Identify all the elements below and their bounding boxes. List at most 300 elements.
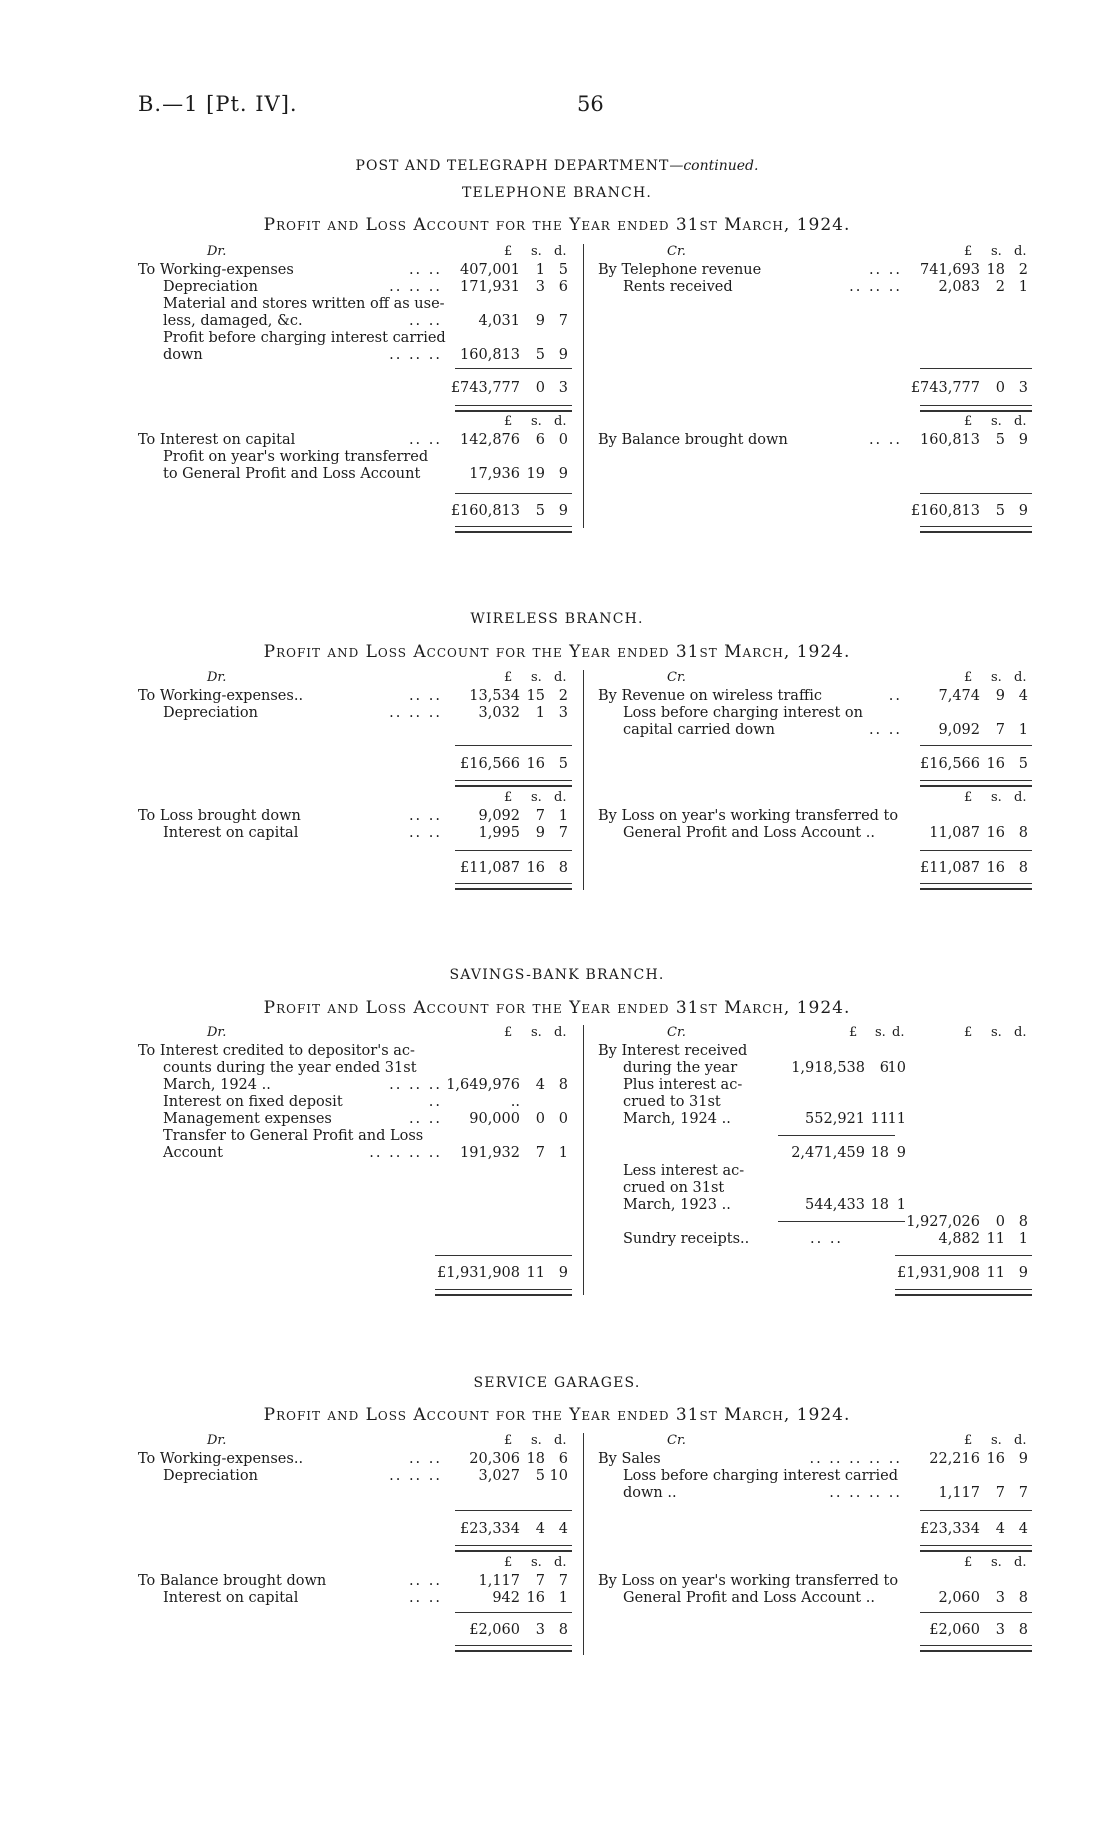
savings-interest-received-pence: 10 <box>887 1060 906 1076</box>
wireless-cr-row-label: By Revenue on wireless traffic <box>598 688 823 704</box>
telephone-dr-row-label: Material and stores written off as use- <box>163 296 445 312</box>
garages-cr-row-pence: 9 <box>1018 1451 1028 1467</box>
telephone-dr-row-shillings: 5 <box>535 347 545 363</box>
wireless-dbl2-left <box>455 883 572 890</box>
garages-total1-right-shillings: 4 <box>995 1521 1005 1537</box>
wireless-cr-head: Cr. <box>667 670 686 685</box>
garages-cr2-row-shillings: 3 <box>995 1590 1005 1606</box>
savings-net-rule <box>778 1221 905 1222</box>
telephone-branch-title: TELEPHONE BRANCH. <box>461 185 653 201</box>
telephone-right2-s-head: s. <box>991 414 1002 429</box>
telephone-cr-row-pence: 2 <box>1018 262 1028 278</box>
telephone-left-s-head: s. <box>531 244 542 259</box>
wireless-cr2-row-pounds: 11,087 <box>929 825 980 841</box>
wireless-cr2-row-label: General Profit and Loss Account .. <box>623 825 875 841</box>
garages-dr-row-pounds: 20,306 <box>469 1451 520 1467</box>
wireless-cr2-row-shillings: 16 <box>986 825 1005 841</box>
garages-dr2-row-pence: 7 <box>558 1573 568 1589</box>
wireless-rule1-right <box>920 745 1032 746</box>
garages-cr-row-leader-dots: .. .. .. .. <box>829 1485 902 1501</box>
wireless-left-s-head: s. <box>531 670 542 685</box>
garages-cr-row-pounds: 22,216 <box>929 1451 980 1467</box>
telephone-cr-row-leader-dots: .. .. .. <box>849 279 902 295</box>
wireless-branch-title: WIRELESS BRANCH. <box>470 611 644 627</box>
telephone-total1-left-pounds: £743,777 <box>450 380 520 396</box>
savings-dr-row-pounds: 90,000 <box>469 1111 520 1127</box>
garages-cr2-row-pounds: 2,060 <box>938 1590 980 1606</box>
garages-dbl2-right <box>920 1645 1032 1652</box>
garages-dr2-row-shillings: 7 <box>535 1573 545 1589</box>
wireless-cr2-row-label: By Loss on year's working transferred to <box>598 808 899 824</box>
telephone-total1-right-shillings: 0 <box>995 380 1005 396</box>
wireless-dr2-row-pence: 1 <box>558 808 568 824</box>
wireless-dbl1-left <box>455 780 572 787</box>
telephone-cr2-row-leader-dots: .. .. <box>868 432 902 448</box>
garages-cr-row-pounds: 1,117 <box>938 1485 980 1501</box>
garages-dr2-row-pence: 1 <box>558 1590 568 1606</box>
telephone-cr-head: Cr. <box>667 244 686 259</box>
savings-sundry-receipts-pounds: 4,882 <box>938 1231 980 1247</box>
wireless-dr2-row-label: Interest on capital <box>163 825 299 841</box>
wireless-total2-right-pence: 8 <box>1018 860 1028 876</box>
telephone-rule2-right <box>920 493 1032 494</box>
garages-cr-row-label: down .. <box>623 1485 677 1501</box>
telephone-right-d-head: d. <box>1014 244 1027 259</box>
savings-dbl-right <box>895 1289 1032 1296</box>
telephone-cr-row-label: Rents received <box>623 279 733 295</box>
garages-dr-row-label: To Working-expenses.. <box>138 1451 304 1467</box>
wireless-dr-row-leader-dots: .. .. .. <box>389 705 442 721</box>
savings-total-left-pounds: £1,931,908 <box>436 1265 520 1281</box>
telephone-cr-row-leader-dots: .. .. <box>868 262 902 278</box>
wireless-dr-row-shillings: 1 <box>535 705 545 721</box>
savings-net-interest-pounds: 1,927,026 <box>906 1214 980 1230</box>
garages-dr2-row-label: To Balance brought down <box>138 1573 327 1589</box>
telephone-dr-head: Dr. <box>207 244 227 259</box>
wireless-cr-row-label: Loss before charging interest on <box>623 705 863 721</box>
savings-plus-accrued-pounds: 552,921 <box>805 1111 865 1127</box>
telephone-cr-row-label: By Telephone revenue <box>598 262 762 278</box>
savings-dr-row-shillings: 0 <box>535 1111 545 1127</box>
garages-right-s-head: s. <box>991 1433 1002 1448</box>
garages-dr-row-pence: 6 <box>558 1451 568 1467</box>
savings-plus-accrued-pence: 11 <box>887 1111 906 1127</box>
savings-total-right-shillings: 11 <box>986 1265 1005 1281</box>
garages-dbl1-right <box>920 1545 1032 1552</box>
garages-total2-left-pounds: £2,060 <box>469 1622 520 1638</box>
garages-left-s-head: s. <box>531 1433 542 1448</box>
wireless-total2-left-pounds: £11,087 <box>460 860 520 876</box>
garages-cr-row-pence: 7 <box>1018 1485 1028 1501</box>
savings-dr-row-label: To Interest credited to depositor's ac- <box>138 1043 415 1059</box>
wireless-left2-s-head: s. <box>531 790 542 805</box>
savings-dr-row-label: Transfer to General Profit and Loss <box>163 1128 424 1144</box>
telephone-dr-row-label: Profit before charging interest carried <box>163 330 446 346</box>
wireless-dr2-row-pence: 7 <box>558 825 568 841</box>
telephone-dr2-row-label: to General Profit and Loss Account <box>163 466 421 482</box>
telephone-dr2-row-pounds: 17,936 <box>469 466 520 482</box>
telephone-account-title: Profit and Loss Account for the Year ended 31st March, 1924. <box>263 215 851 235</box>
telephone-total2-right-shillings: 5 <box>995 503 1005 519</box>
savings-cr-plus-1: Plus interest ac- <box>623 1077 743 1093</box>
savings-subtotal-pence: 9 <box>896 1145 906 1161</box>
garages-divider <box>583 1433 584 1655</box>
savings-interest-received-shillings: 6 <box>879 1060 889 1076</box>
garages-right-pound-sign: £ <box>964 1433 973 1448</box>
savings-dr-row-label: counts during the year ended 31st <box>163 1060 417 1076</box>
garages-dr2-row-leader-dots: .. .. <box>408 1573 442 1589</box>
telephone-dbl1-left <box>455 405 572 412</box>
savings-left-s-head: s. <box>531 1025 542 1040</box>
telephone-dbl2-right <box>920 526 1032 533</box>
wireless-dr-row-pounds: 13,534 <box>469 688 520 704</box>
wireless-total1-right-pence: 5 <box>1018 756 1028 772</box>
telephone-dr-row-shillings: 3 <box>535 279 545 295</box>
garages-account-title: Profit and Loss Account for the Year ended 31st March, 1924. <box>263 1405 851 1425</box>
savings-less-accrued-pounds: 544,433 <box>805 1197 865 1213</box>
garages-dr-row-shillings: 5 <box>535 1468 545 1484</box>
wireless-dr2-row-shillings: 7 <box>535 808 545 824</box>
telephone-right2-d-head: d. <box>1014 414 1027 429</box>
page-number: 56 <box>577 92 604 116</box>
telephone-total1-right-pence: 3 <box>1018 380 1028 396</box>
wireless-dr2-row-label: To Loss brought down <box>138 808 301 824</box>
telephone-total2-left-shillings: 5 <box>535 503 545 519</box>
wireless-total1-right-shillings: 16 <box>986 756 1005 772</box>
savings-right-inner-pound-sign: £ <box>849 1025 858 1040</box>
garages-rule2-right <box>920 1612 1032 1613</box>
telephone-cr-row-pounds: 2,083 <box>938 279 980 295</box>
savings-total-left-shillings: 11 <box>526 1265 545 1281</box>
telephone-dr-row-leader-dots: .. .. <box>408 313 442 329</box>
garages-total1-left-pounds: £23,334 <box>460 1521 520 1537</box>
telephone-rule2-left <box>455 493 572 494</box>
savings-cr-sundry: Sundry receipts.. <box>623 1231 750 1247</box>
wireless-dr-head: Dr. <box>207 670 227 685</box>
savings-total-rule-left <box>435 1255 572 1256</box>
savings-sundry-receipts-pence: 1 <box>1018 1231 1028 1247</box>
garages-rule2-left <box>455 1612 572 1613</box>
savings-dr-row-pence: 8 <box>558 1077 568 1093</box>
savings-cr-interest-2: during the year <box>623 1060 738 1076</box>
garages-cr2-row-label: General Profit and Loss Account .. <box>623 1590 875 1606</box>
telephone-left-pound-sign: £ <box>504 244 513 259</box>
savings-net-interest-shillings: 0 <box>995 1214 1005 1230</box>
wireless-cr-row-shillings: 9 <box>995 688 1005 704</box>
telephone-total2-right-pounds: £160,813 <box>910 503 980 519</box>
savings-right-outer-d-head: d. <box>1014 1025 1027 1040</box>
telephone-dr-row-pence: 6 <box>558 279 568 295</box>
savings-dr-row-label: Account <box>163 1145 223 1161</box>
wireless-dr-row-leader-dots: .. .. <box>408 688 442 704</box>
telephone-cr-row-shillings: 2 <box>995 279 1005 295</box>
telephone-dr-row-label: Depreciation <box>163 279 258 295</box>
savings-dbl-left <box>435 1289 572 1296</box>
telephone-total1-right-pounds: £743,777 <box>910 380 980 396</box>
telephone-right2-pound-sign: £ <box>964 414 973 429</box>
garages-dr-row-pounds: 3,027 <box>478 1468 520 1484</box>
savings-left-d-head: d. <box>554 1025 567 1040</box>
savings-cr-interest-1: By Interest received <box>598 1043 748 1059</box>
garages-cr-row-shillings: 16 <box>986 1451 1005 1467</box>
telephone-dr-row-shillings: 1 <box>535 262 545 278</box>
garages-dr2-row-leader-dots: .. .. <box>408 1590 442 1606</box>
garages-dr-row-label: Depreciation <box>163 1468 258 1484</box>
garages-dr-row-shillings: 18 <box>526 1451 545 1467</box>
wireless-cr-row-leader-dots: .. .. <box>868 722 902 738</box>
wireless-dbl1-right <box>920 780 1032 787</box>
garages-left2-pound-sign: £ <box>504 1555 513 1570</box>
telephone-total1-left-pence: 3 <box>558 380 568 396</box>
garages-dbl2-left <box>455 1645 572 1652</box>
wireless-rule2-left <box>455 850 572 851</box>
garages-cr-row-label: By Sales <box>598 1451 661 1467</box>
wireless-dr2-row-leader-dots: .. .. <box>408 825 442 841</box>
garages-left2-s-head: s. <box>531 1555 542 1570</box>
savings-dr-row-label: March, 1924 .. <box>163 1077 271 1093</box>
garages-dr2-row-pounds: 1,117 <box>478 1573 520 1589</box>
telephone-total2-left-pounds: £160,813 <box>450 503 520 519</box>
wireless-dr2-row-leader-dots: .. .. <box>408 808 442 824</box>
savings-less-accrued-shillings: 18 <box>870 1197 889 1213</box>
wireless-total1-left-pounds: £16,566 <box>460 756 520 772</box>
telephone-dr-row-pence: 7 <box>558 313 568 329</box>
wireless-total1-right-pounds: £16,566 <box>920 756 980 772</box>
wireless-total1-left-pence: 5 <box>558 756 568 772</box>
wireless-left-d-head: d. <box>554 670 567 685</box>
garages-total2-right-pounds: £2,060 <box>929 1622 980 1638</box>
telephone-cr2-row-pounds: 160,813 <box>920 432 980 448</box>
savings-right-outer-pound-sign: £ <box>964 1025 973 1040</box>
garages-total1-left-shillings: 4 <box>535 1521 545 1537</box>
wireless-dr-row-label: Depreciation <box>163 705 258 721</box>
wireless-right2-s-head: s. <box>991 790 1002 805</box>
telephone-cr2-row-shillings: 5 <box>995 432 1005 448</box>
wireless-total2-right-shillings: 16 <box>986 860 1005 876</box>
wireless-cr-row-pence: 1 <box>1018 722 1028 738</box>
telephone-total2-left-pence: 9 <box>558 503 568 519</box>
wireless-cr2-row-pence: 8 <box>1018 825 1028 841</box>
wireless-left-pound-sign: £ <box>504 670 513 685</box>
garages-branch-title: SERVICE GARAGES. <box>473 1375 641 1391</box>
telephone-dr-row-label: To Working-expenses <box>138 262 294 278</box>
savings-plus-accrued-shillings: 11 <box>870 1111 889 1127</box>
wireless-dr-row-pence: 2 <box>558 688 568 704</box>
savings-dr-head: Dr. <box>207 1025 227 1040</box>
telephone-dr2-row-label: To Interest on capital <box>138 432 296 448</box>
garages-right-d-head: d. <box>1014 1433 1027 1448</box>
telephone-dr-row-shillings: 9 <box>535 313 545 329</box>
wireless-right-pound-sign: £ <box>964 670 973 685</box>
garages-cr-row-leader-dots: .. .. .. .. .. <box>809 1451 902 1467</box>
wireless-cr-row-pounds: 7,474 <box>938 688 980 704</box>
telephone-dr2-row-pence: 0 <box>558 432 568 448</box>
wireless-dr-row-pence: 3 <box>558 705 568 721</box>
garages-total1-right-pence: 4 <box>1018 1521 1028 1537</box>
telephone-cr2-row-label: By Balance brought down <box>598 432 788 448</box>
savings-net-interest-pence: 8 <box>1018 1214 1028 1230</box>
telephone-dr-row-pounds: 4,031 <box>478 313 520 329</box>
telephone-dr2-row-label: Profit on year's working transferred <box>163 449 429 465</box>
telephone-dr-row-pounds: 171,931 <box>460 279 520 295</box>
savings-cr-less-2: crued on 31st <box>623 1180 725 1196</box>
telephone-dr2-row-leader-dots: .. .. <box>408 432 442 448</box>
wireless-left2-d-head: d. <box>554 790 567 805</box>
telephone-dr-row-label: less, damaged, &c. <box>163 313 303 329</box>
savings-dr-row-label: Interest on fixed deposit <box>163 1094 343 1110</box>
garages-rule1-left <box>455 1510 572 1511</box>
wireless-total2-right-pounds: £11,087 <box>920 860 980 876</box>
savings-dr-row-label: Management expenses <box>163 1111 332 1127</box>
telephone-dr-row-pounds: 407,001 <box>460 262 520 278</box>
wireless-dr2-row-pounds: 1,995 <box>478 825 520 841</box>
garages-dr2-row-shillings: 16 <box>526 1590 545 1606</box>
garages-left-pound-sign: £ <box>504 1433 513 1448</box>
garages-cr2-row-label: By Loss on year's working transferred to <box>598 1573 899 1589</box>
telephone-rule1-left <box>455 368 572 369</box>
garages-total2-left-shillings: 3 <box>535 1622 545 1638</box>
savings-dr-row-leader-dots: .. <box>428 1094 442 1110</box>
garages-total1-left-pence: 4 <box>558 1521 568 1537</box>
garages-cr-row-label: Loss before charging interest carried <box>623 1468 899 1484</box>
wireless-divider <box>583 670 584 890</box>
telephone-dr2-row-pence: 9 <box>558 466 568 482</box>
savings-total-rule-right <box>895 1255 1032 1256</box>
telephone-dbl2-left <box>455 526 572 533</box>
telephone-left2-d-head: d. <box>554 414 567 429</box>
savings-right-inner-d-head: d. <box>892 1025 905 1040</box>
savings-dr-row-leader-dots: .. .. .. .. <box>369 1145 442 1161</box>
garages-dr-head: Dr. <box>207 1433 227 1448</box>
telephone-left2-s-head: s. <box>531 414 542 429</box>
savings-subtotal-shillings: 18 <box>870 1145 889 1161</box>
savings-divider <box>583 1025 584 1295</box>
savings-right-inner-s-head: s. <box>875 1025 886 1040</box>
garages-dr2-row-label: Interest on capital <box>163 1590 299 1606</box>
wireless-dr-row-label: To Working-expenses.. <box>138 688 304 704</box>
telephone-dr-row-pence: 5 <box>558 262 568 278</box>
wireless-cr-row-shillings: 7 <box>995 722 1005 738</box>
garages-left2-d-head: d. <box>554 1555 567 1570</box>
wireless-rule1-left <box>455 745 572 746</box>
savings-dr-row-pence: 1 <box>558 1145 568 1161</box>
telephone-dr-row-leader-dots: .. .. .. <box>389 279 442 295</box>
wireless-dr2-row-pounds: 9,092 <box>478 808 520 824</box>
savings-cr-head: Cr. <box>667 1025 686 1040</box>
savings-dr-row-shillings: 4 <box>535 1077 545 1093</box>
savings-dr-row-leader-dots: .. .. <box>408 1111 442 1127</box>
wireless-rule2-right <box>920 850 1032 851</box>
garages-total2-right-pence: 8 <box>1018 1622 1028 1638</box>
telephone-total1-left-shillings: 0 <box>535 380 545 396</box>
wireless-dbl2-right <box>920 883 1032 890</box>
savings-cr-sundry-dots: .. .. <box>810 1231 844 1247</box>
garages-dbl1-left <box>455 1545 572 1552</box>
garages-right2-s-head: s. <box>991 1555 1002 1570</box>
savings-total-right-pounds: £1,931,908 <box>896 1265 980 1281</box>
garages-total2-right-shillings: 3 <box>995 1622 1005 1638</box>
savings-total-right-pence: 9 <box>1018 1265 1028 1281</box>
garages-right2-d-head: d. <box>1014 1555 1027 1570</box>
savings-dr-row-shillings: 7 <box>535 1145 545 1161</box>
garages-right2-pound-sign: £ <box>964 1555 973 1570</box>
department-title: POST AND TELEGRAPH DEPARTMENT—continued. <box>355 158 759 174</box>
savings-right-outer-s-head: s. <box>991 1025 1002 1040</box>
wireless-dr-row-shillings: 15 <box>526 688 545 704</box>
wireless-left2-pound-sign: £ <box>504 790 513 805</box>
wireless-dr-row-pounds: 3,032 <box>478 705 520 721</box>
savings-dr-row-pounds: 191,932 <box>460 1145 520 1161</box>
wireless-account-title: Profit and Loss Account for the Year ended 31st March, 1924. <box>263 642 851 662</box>
telephone-dr-row-leader-dots: .. .. <box>408 262 442 278</box>
savings-cr-less-3: March, 1923 .. <box>623 1197 731 1213</box>
wireless-cr-row-label: capital carried down <box>623 722 775 738</box>
savings-subtotal-rule <box>778 1135 895 1136</box>
telephone-dr2-row-shillings: 6 <box>535 432 545 448</box>
savings-dr-row-pounds: .. <box>510 1094 520 1110</box>
wireless-total2-left-shillings: 16 <box>526 860 545 876</box>
telephone-dr-row-leader-dots: .. .. .. <box>389 347 442 363</box>
telephone-left2-pound-sign: £ <box>504 414 513 429</box>
savings-left-pound-sign: £ <box>504 1025 513 1040</box>
wireless-cr-row-pence: 4 <box>1018 688 1028 704</box>
telephone-rule1-right <box>920 368 1032 369</box>
savings-dr-row-pounds: 1,649,976 <box>446 1077 520 1093</box>
wireless-cr-row-leader-dots: .. <box>888 688 902 704</box>
wireless-right-s-head: s. <box>991 670 1002 685</box>
telephone-right-s-head: s. <box>991 244 1002 259</box>
telephone-cr2-row-pence: 9 <box>1018 432 1028 448</box>
garages-total1-right-pounds: £23,334 <box>920 1521 980 1537</box>
wireless-total2-left-pence: 8 <box>558 860 568 876</box>
wireless-right2-pound-sign: £ <box>964 790 973 805</box>
telephone-dbl1-right <box>920 405 1032 412</box>
telephone-divider <box>583 244 584 528</box>
savings-dr-row-pence: 0 <box>558 1111 568 1127</box>
garages-cr-head: Cr. <box>667 1433 686 1448</box>
wireless-right2-d-head: d. <box>1014 790 1027 805</box>
garages-dr2-row-pounds: 942 <box>492 1590 520 1606</box>
wireless-total1-left-shillings: 16 <box>526 756 545 772</box>
garages-cr-row-shillings: 7 <box>995 1485 1005 1501</box>
savings-subtotal-pounds: 2,471,459 <box>791 1145 865 1161</box>
savings-cr-plus-2: crued to 31st <box>623 1094 721 1110</box>
telephone-dr-row-pence: 9 <box>558 347 568 363</box>
garages-cr2-row-pence: 8 <box>1018 1590 1028 1606</box>
wireless-dr2-row-shillings: 9 <box>535 825 545 841</box>
garages-rule1-right <box>920 1510 1032 1511</box>
savings-sundry-receipts-shillings: 11 <box>986 1231 1005 1247</box>
savings-total-left-pence: 9 <box>558 1265 568 1281</box>
savings-less-accrued-pence: 1 <box>896 1197 906 1213</box>
telephone-dr2-row-pounds: 142,876 <box>460 432 520 448</box>
garages-dr-row-leader-dots: .. .. <box>408 1451 442 1467</box>
savings-dr-row-leader-dots: .. .. .. <box>389 1077 442 1093</box>
savings-cr-plus-3: March, 1924 .. <box>623 1111 731 1127</box>
wireless-cr-row-pounds: 9,092 <box>938 722 980 738</box>
garages-left-d-head: d. <box>554 1433 567 1448</box>
telephone-left-d-head: d. <box>554 244 567 259</box>
savings-account-title: Profit and Loss Account for the Year ended 31st March, 1924. <box>263 998 851 1018</box>
savings-branch-title: SAVINGS-BANK BRANCH. <box>449 967 665 983</box>
telephone-dr2-row-shillings: 19 <box>526 466 545 482</box>
telephone-dr-row-label: down <box>163 347 203 363</box>
savings-cr-less-1: Less interest ac- <box>623 1163 745 1179</box>
telephone-cr-row-pence: 1 <box>1018 279 1028 295</box>
page-reference: B.—1 [Pt. IV]. <box>138 92 298 116</box>
garages-dr-row-leader-dots: .. .. .. <box>389 1468 442 1484</box>
telephone-total2-right-pence: 9 <box>1018 503 1028 519</box>
